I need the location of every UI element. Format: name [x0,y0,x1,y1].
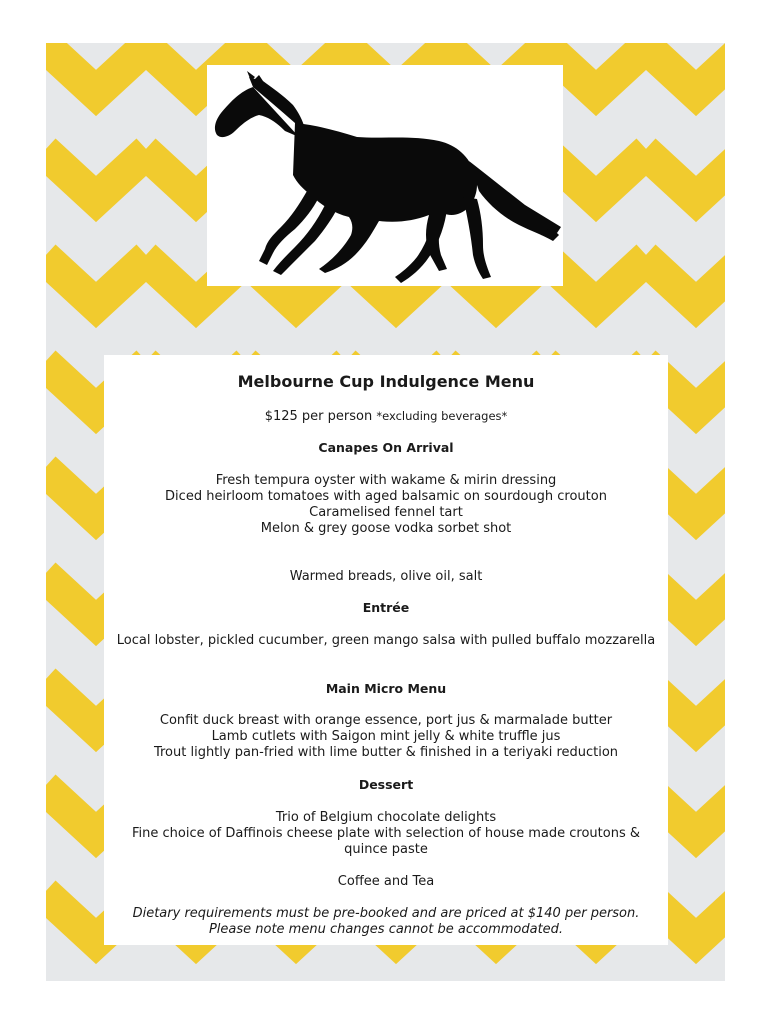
menu-item: Caramelised fennel tart [309,505,463,520]
menu-item: Trout lightly pan-fried with lime butter & finished in a teriyaki reduction [153,745,619,760]
menu-item: Fine choice of Daffinois cheese plate with selection of house made croutons & quince paste [131,826,641,857]
menu-item: Fresh tempura oyster with wakame & mirin dressing [215,473,557,488]
section-heading-dessert: Dessert [358,777,414,792]
price-line [104,407,668,426]
footnote-line: Dietary requirements must be pre-booked and are priced at $140 per person. [132,906,640,921]
menu-item: Diced heirloom tomatoes with aged balsamic on sourdough crouton [165,489,607,504]
logo-panel [207,65,563,286]
dessert-items [104,810,668,858]
price: $125 per person [264,409,373,424]
main-items [104,713,668,761]
menu-item: Melon & grey goose vodka sorbet shot [260,521,512,536]
breads-items [104,569,668,585]
menu-item: Coffee and Tea [337,874,435,889]
footnote-line: Please note menu changes cannot be accommodated. [208,922,564,937]
menu-card [104,355,668,945]
galloping-horse-silhouette-icon [207,65,563,286]
menu-item: Confit duck breast with orange essence, port jus & marmalade butter [159,713,613,728]
menu-item: Lamb cutlets with Saigon mint jelly & white truffle jus [211,729,561,744]
price-note: *excluding beverages* [376,409,508,423]
section-heading-main: Main Micro Menu [325,681,447,696]
entree-items [104,633,668,649]
menu-title: Melbourne Cup Indulgence Menu [237,372,535,391]
section-heading-canapes: Canapes On Arrival [318,440,454,455]
canapes-items [104,473,668,537]
section-heading-entree: Entrée [362,600,410,615]
menu-item: Trio of Belgium chocolate delights [275,810,497,825]
dietary-footnote [104,906,668,938]
menu-item: Warmed breads, olive oil, salt [289,569,483,584]
coffee-items [104,874,668,890]
menu-item: Local lobster, pickled cucumber, green mango salsa with pulled buffalo mozzarella [116,633,656,648]
